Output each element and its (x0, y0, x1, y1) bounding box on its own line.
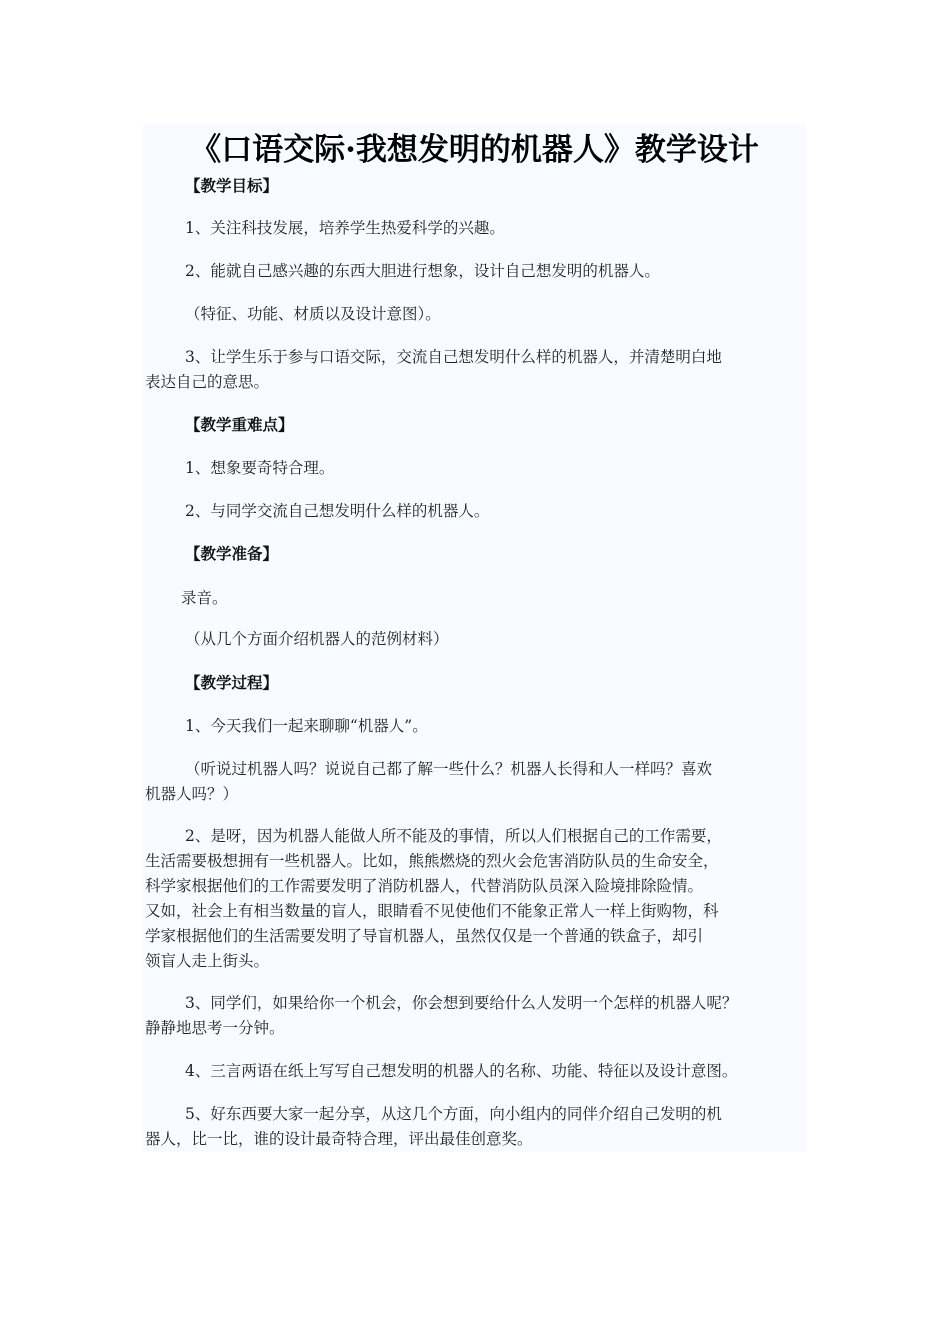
process-1: 1、今天我们一起来聊聊“机器人”。 (185, 717, 428, 735)
goals-heading: 【教学目标】 (185, 177, 279, 195)
process-1-note: （听说过机器人吗？说说自己都了解一些什么？机器人长得和人一样吗？喜欢 机器人吗？） (145, 760, 713, 803)
goal-3: 3、让学生乐于参与口语交际，交流自己想发明什么样的机器人，并清楚明白地 表达自己的意思。 (145, 348, 722, 391)
prep-1: 录音。 (181, 589, 228, 607)
difficulty-heading: 【教学重难点】 (185, 416, 294, 434)
process-2: 2、是呀，因为机器人能做人所不能及的事情，所以人们根据自己的工作需要， 生活需要极想拥有一些机器人。比如，熊熊燃烧的烈火会危害消防队员的生命安全， 科学家根据他们的工作需要发明了消防机器人，代替消防队员深入险境排除险情。 又如，社会上有相当数量的盲人，眼睛看不见使他们不能象正常人一样上街购物，科 学家根据他们的生活需要发明了导盲机器人，虽然仅仅是一个普通的铁盒子，却引 领盲人走上街头。 (145, 827, 722, 970)
goal-2: 2、能就自己感兴趣的东西大胆进行想象，设计自己想发明的机器人。 (185, 262, 660, 280)
process-heading: 【教学过程】 (185, 674, 279, 692)
prep-2: （从几个方面介绍机器人的范例材料） (185, 630, 449, 648)
process-5: 5、好东西要大家一起分享，从这几个方面，向小组内的同伴介绍自己发明的机 器人，比一比，谁的设计最奇特合理，评出最佳创意奖。 (145, 1105, 722, 1148)
difficulty-1: 1、想象要奇特合理。 (185, 459, 335, 477)
process-3: 3、同学们，如果给你一个机会，你会想到要给什么人发明一个怎样的机器人呢？ 静静地思考一分钟。 (145, 994, 738, 1037)
goal-2-note: （特征、功能、材质以及设计意图）。 (185, 305, 441, 323)
process-4: 4、三言两语在纸上写写自己想发明的机器人的名称、功能、特征以及设计意图。 (185, 1062, 738, 1080)
difficulty-2: 2、与同学交流自己想发明什么样的机器人。 (185, 502, 490, 520)
prep-heading: 【教学准备】 (185, 545, 279, 563)
document-title: 《口语交际·我想发明的机器人》教学设计 (190, 132, 759, 168)
goal-1: 1、关注科技发展，培养学生热爱科学的兴趣。 (185, 219, 505, 237)
